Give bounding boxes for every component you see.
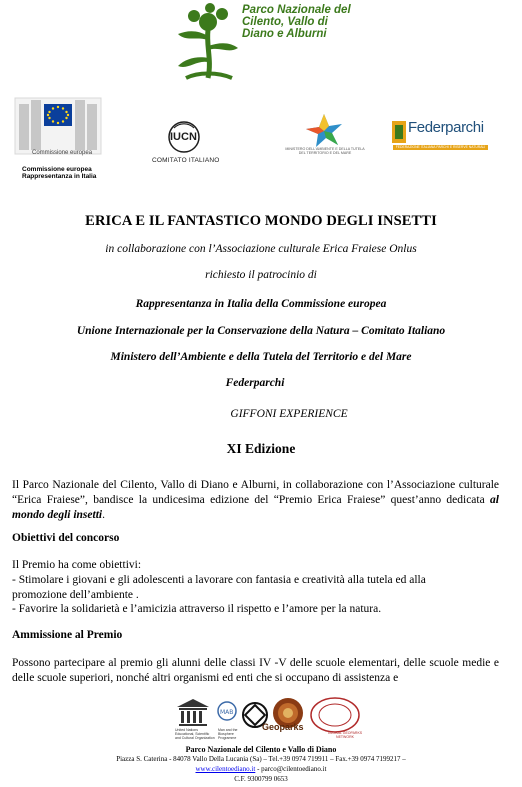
- federparchi-subtitle: FEDERAZIONE ITALIANA PARCHI E RISERVE NATURALI: [393, 145, 488, 150]
- objectives-bullet-1: - Stimolare i giovani e gli adolescenti a lavorare con fantasia e creatività alla tutela ed alla promozione dell’ambiente .: [12, 574, 426, 601]
- footer-separator: -: [255, 765, 262, 773]
- intro-paragraph: [12, 478, 499, 523]
- footer-address: Piazza S. Caterina - 84078 Vallo Della Lucania (Sa) – Tel.+39 0974 719911 – Fax.+39 0974 7199217 –: [116, 755, 406, 763]
- admission-heading: Ammissione al Premio: [12, 629, 123, 641]
- footer-website-link[interactable]: www.cilentoediano.it: [195, 765, 256, 773]
- federparchi-icon: [392, 121, 406, 143]
- document-title: ERICA E IL FANTASTICO MONDO DEGLI INSETTI: [85, 213, 437, 229]
- footer-tax-code: C.F. 9300799 0653: [234, 775, 288, 783]
- unesco-caption: United Nations Educational, Scientific and Cultural Organization: [175, 728, 215, 740]
- footer-contacts: [0, 765, 522, 773]
- intro-text: Il Parco Nazionale del Cilento, Vallo di Diano e Alburni, in collaborazione con l’Associazione culturale “Erica Fraiese”, bandisce la undicesima edizione del “Premio Erica Fraiese” quest’anno dedicata: [12, 479, 499, 506]
- collaboration-line: in collaborazione con l’Associazione culturale Erica Fraiese Onlus: [105, 243, 417, 255]
- objectives-lead: Il Premio ha come obiettivi:: [12, 559, 142, 571]
- patron-iucn: Unione Internazionale per la Conservazione della Natura – Comitato Italiano: [76, 325, 446, 337]
- patron-giffoni: GIFFONI EXPERIENCE: [230, 408, 348, 420]
- european-commission-caption-line1: Commissione europea: [22, 166, 92, 173]
- european-commission-caption: [22, 166, 96, 180]
- park-logo-text: Parco Nazionale del Cilento, Vallo di Diano e Alburni: [242, 4, 351, 40]
- iucn-caption: COMITATO ITALIANO: [152, 157, 220, 164]
- european-commission-logo-name: Commissione europea: [32, 150, 93, 156]
- mab-caption: Man and the Biosphere Programme: [218, 728, 238, 740]
- intro-text-end: .: [102, 509, 105, 521]
- iucn-logo-name: IUCN: [170, 131, 197, 143]
- ministry-caption: MINISTERO DELL'AMBIENTE E DELLA TUTELA DEL TERRITORIO E DEL MARE: [285, 147, 365, 155]
- patron-ministry: Ministero dell’Ambiente e della Tutela del Territorio e del Mare: [110, 351, 412, 363]
- geoparks-label: Geoparks: [262, 722, 304, 732]
- unesco-logo: [177, 699, 209, 726]
- patronage-intro: richiesto il patrocinio di: [205, 269, 317, 281]
- patron-european-commission: Rappresentanza in Italia della Commissione europea: [135, 298, 387, 310]
- global-geoparks-network-logo: [311, 698, 359, 732]
- mab-logo: [218, 702, 236, 720]
- footer-email[interactable]: parco@cilentoediano.it: [261, 765, 327, 773]
- european-commission-caption-line2: Rappresentanza in Italia: [22, 173, 97, 180]
- federparchi-logo-name: Federparchi: [408, 119, 484, 136]
- edition-title: XI Edizione: [226, 441, 296, 456]
- intro-emphasis: al mondo degli insetti: [12, 494, 499, 521]
- objectives-heading: Obiettivi del concorso: [12, 532, 120, 544]
- patron-federparchi: Federparchi: [225, 377, 285, 389]
- svg-text:MAB: MAB: [220, 709, 234, 716]
- objectives-bullet-2: - Favorire la solidarietà e l’amicizia attraverso il rispetto e l’amore per la natura.: [12, 603, 382, 615]
- ggn-caption: GLOBAL GEOPARKS NETWORK: [327, 731, 363, 739]
- footer-organization: Parco Nazionale del Cilento e Vallo di Diano: [185, 745, 337, 754]
- admission-paragraph: Possono partecipare al premio gli alunni delle classi IV -V delle scuole elementari, delle scuole medie e delle scuole superiori, nonché altri organismi ed enti che si occupano di assistenza e: [12, 657, 499, 684]
